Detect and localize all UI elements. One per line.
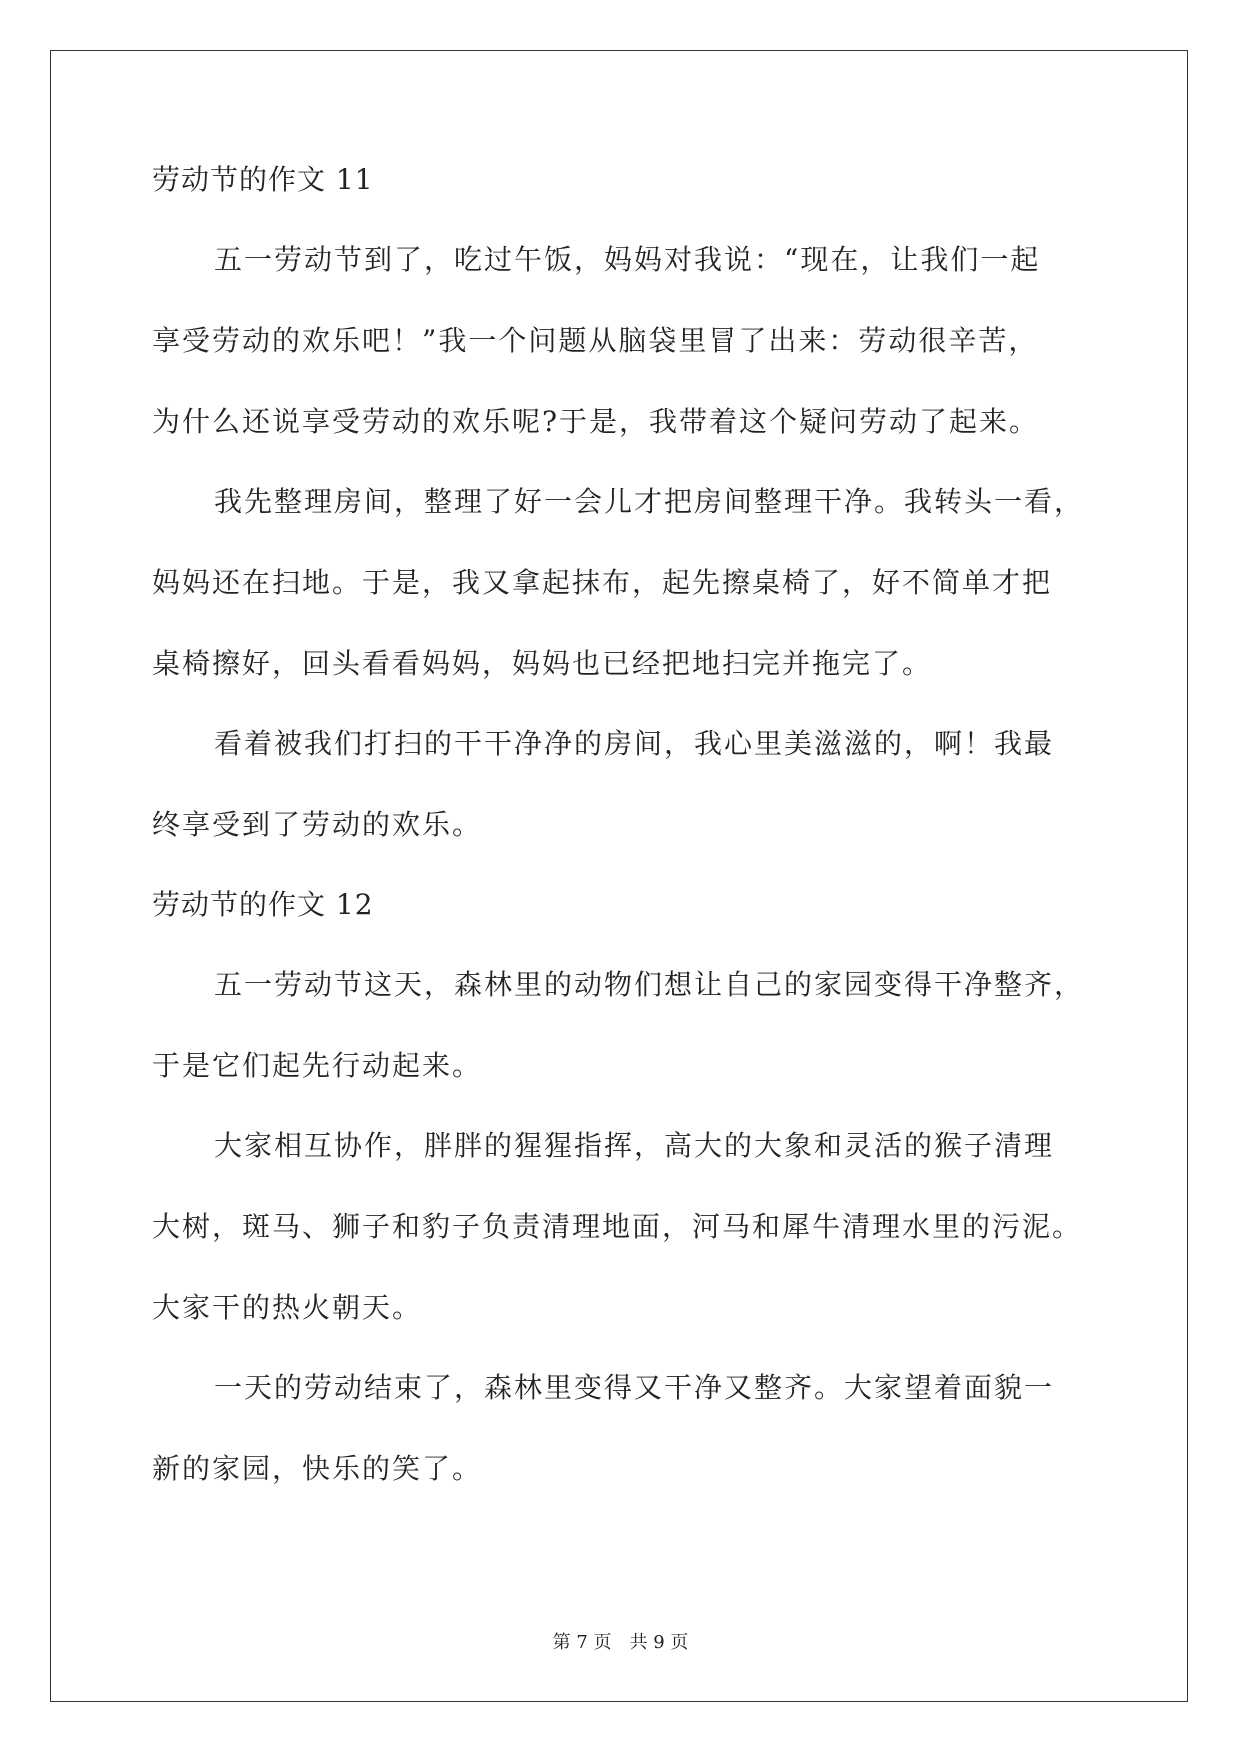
paragraph-line: 五一劳动节这天，森林里的动物们想让自己的家园变得干净整齐，: [214, 968, 1085, 1001]
paragraph-line: 享受劳动的欢乐吧！”我一个问题从脑袋里冒了出来：劳动很辛苦，: [152, 324, 1039, 357]
paragraph: [152, 965, 1092, 1086]
section-heading-11: 劳动节的作文 11: [152, 163, 374, 196]
paragraph-line: 为什么还说享受劳动的欢乐呢?于是，我带着这个疑问劳动了起来。: [152, 405, 1040, 438]
paragraph-line: 桌椅擦好，回头看看妈妈，妈妈也已经把地扫完并拖完了。: [152, 647, 933, 680]
paragraph-line: 妈妈还在扫地。于是，我又拿起抹布，起先擦桌椅了，好不简单才把: [152, 566, 1053, 599]
paragraph-line: 大家干的热火朝天。: [152, 1291, 423, 1324]
paragraph-line: 于是它们起先行动起来。: [152, 1049, 483, 1082]
paragraph: [152, 724, 1092, 845]
paragraph: [152, 482, 1092, 684]
paragraph-line: 新的家园，快乐的笑了。: [152, 1452, 483, 1485]
paragraph: [152, 240, 1092, 442]
paragraph-line: 终享受到了劳动的欢乐。: [152, 808, 483, 841]
paragraph-line: 大家相互协作，胖胖的猩猩指挥，高大的大象和灵活的猴子清理: [214, 1129, 1055, 1162]
paragraph-line: 看着被我们打扫的干干净净的房间，我心里美滋滋的，啊！我最: [214, 727, 1055, 760]
paragraph-line: 一天的劳动结束了，森林里变得又干净又整齐。大家望着面貌一: [214, 1371, 1055, 1404]
paragraph: [152, 1368, 1092, 1489]
paragraph: [152, 1126, 1092, 1328]
paragraph-line: 大树，斑马、狮子和豹子负责清理地面，河马和犀牛清理水里的污泥。: [152, 1210, 1083, 1243]
paragraph-line: 我先整理房间，整理了好一会儿才把房间整理干净。我转头一看，: [214, 485, 1085, 518]
section-heading-12: 劳动节的作文 12: [152, 888, 374, 921]
page-number-footer: 第 7 页 共 9 页: [552, 1632, 689, 1653]
paragraph-line: 五一劳动节到了，吃过午饭，妈妈对我说：“现在，让我们一起: [214, 243, 1041, 276]
document-body: [152, 160, 1092, 1529]
